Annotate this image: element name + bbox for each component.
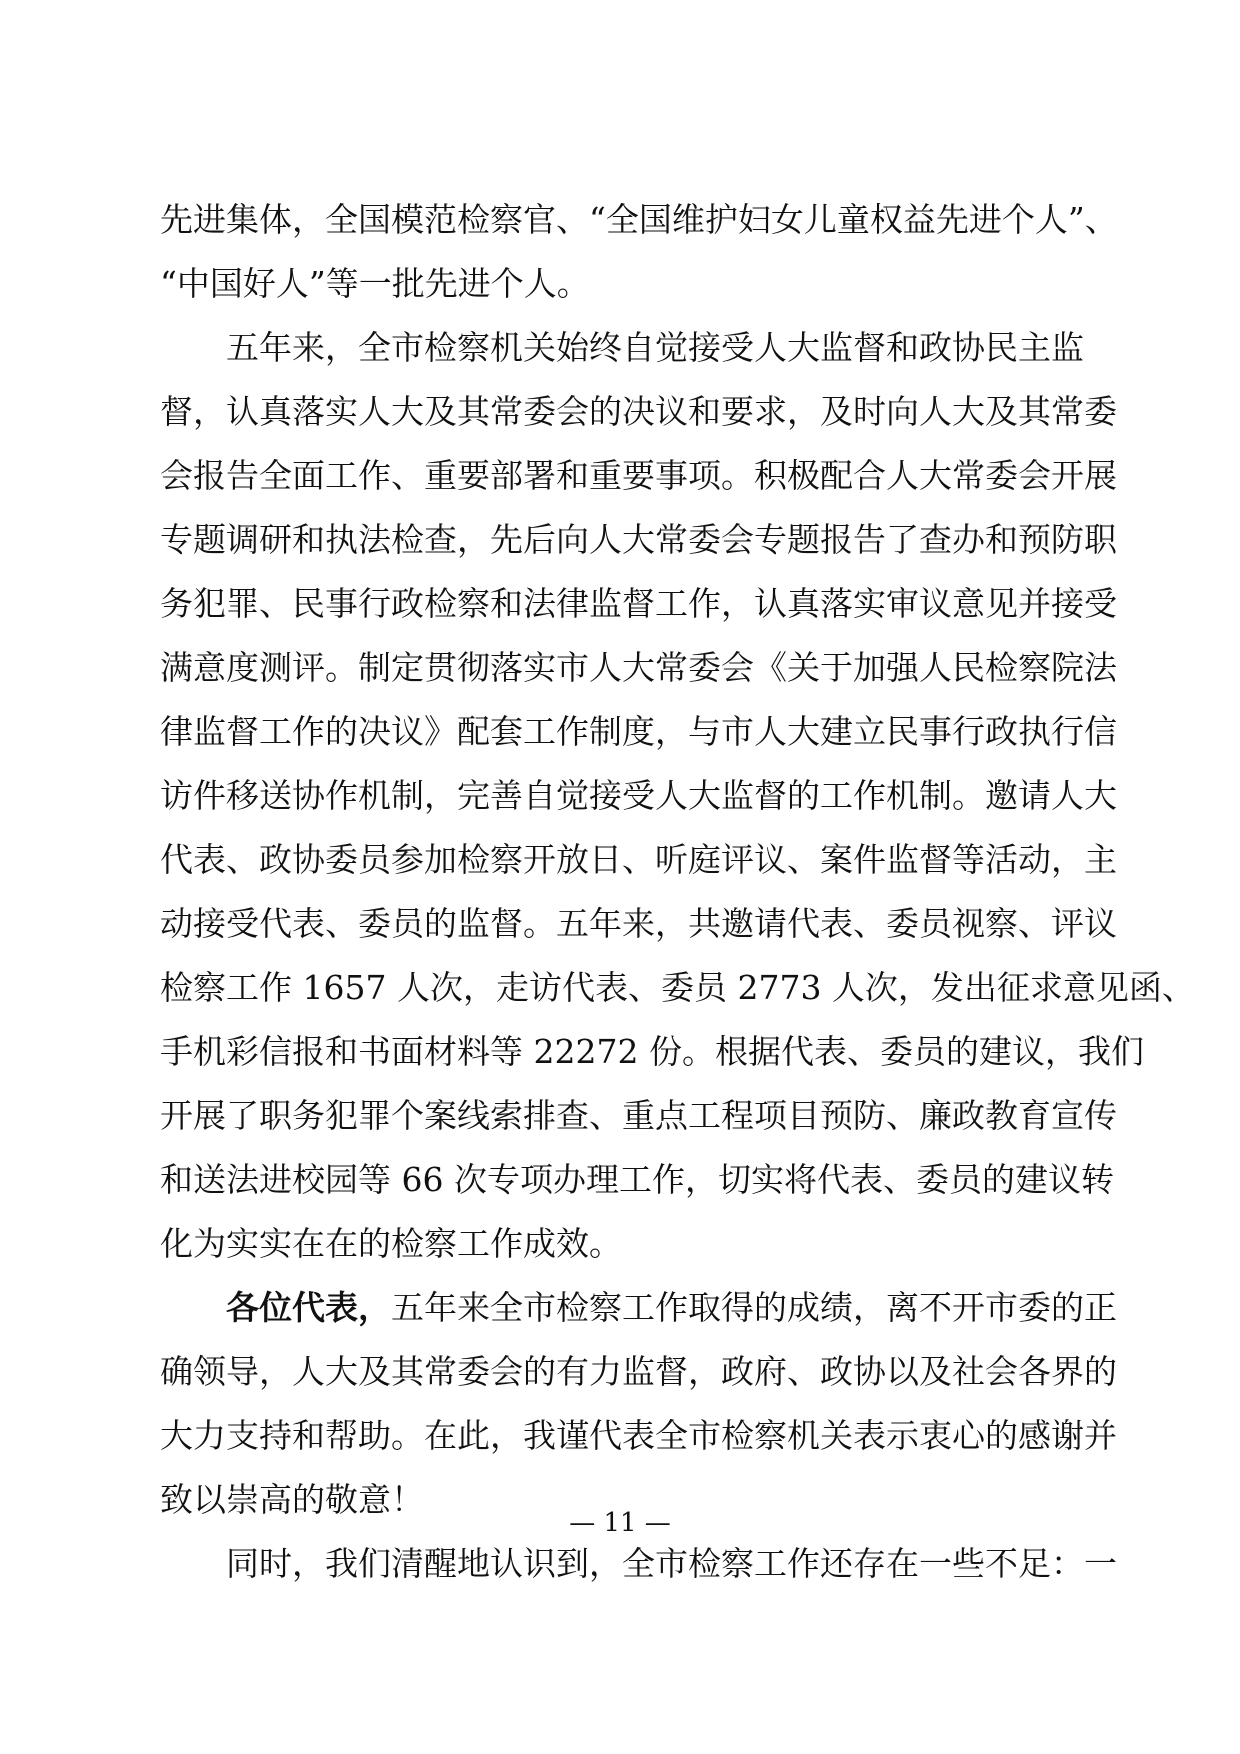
line-text: 五年来全市检察工作取得的成绩，离不开市委的正 — [391, 1288, 1117, 1327]
text-line: 代表、政协委员参加检察开放日、听庭评议、案件监督等活动，主 — [160, 840, 1117, 879]
text-line: 致以崇高的敬意！ — [160, 1480, 424, 1519]
paragraph-2 — [160, 316, 1195, 1276]
text-line: “中国好人”等一批先进个人。 — [160, 264, 590, 303]
bold-lead-text: 各位代表， — [226, 1288, 391, 1327]
text-line: 督，认真落实人大及其常委会的决议和要求，及时向人大及其常委 — [160, 392, 1117, 431]
text-line: 五年来，全市检察机关始终自觉接受人大监督和政协民主监 — [226, 328, 1084, 367]
text-line: 和送法进校园等 66 次专项办理工作，切实将代表、委员的建议转 — [160, 1160, 1114, 1199]
paragraph-1 — [160, 188, 1118, 316]
text-line: 动接受代表、委员的监督。五年来，共邀请代表、委员视察、评议 — [160, 904, 1117, 943]
text-line: 确领导，人大及其常委会的有力监督，政府、政协以及社会各界的 — [160, 1352, 1117, 1391]
text-line: 先进集体，全国模范检察官、“全国维护妇女儿童权益先进个人”、 — [160, 200, 1118, 239]
text-line: 务犯罪、民事行政检察和法律监督工作，认真落实审议意见并接受 — [160, 584, 1117, 623]
document-body — [160, 188, 1195, 1596]
text-line: 检察工作 1657 人次，走访代表、委员 2773 人次，发出征求意见函、 — [160, 968, 1195, 1007]
text-line: 满意度测评。制定贯彻落实市人大常委会《关于加强人民检察院法 — [160, 648, 1117, 687]
text-line: 同时，我们清醒地认识到，全市检察工作还存在一些不足：一 — [226, 1544, 1117, 1583]
text-line: 会报告全面工作、重要部署和重要事项。积极配合人大常委会开展 — [160, 456, 1117, 495]
text-line: 访件移送协作机制，完善自觉接受人大监督的工作机制。邀请人大 — [160, 776, 1117, 815]
text-line: 大力支持和帮助。在此，我谨代表全市检察机关表示衷心的感谢并 — [160, 1416, 1117, 1455]
text-line — [160, 1276, 1117, 1340]
page-number: — 11 — — [569, 1508, 671, 1538]
paragraph-3 — [160, 1276, 1117, 1532]
text-line: 律监督工作的决议》配套工作制度，与市人大建立民事行政执行信 — [160, 712, 1117, 751]
text-line: 化为实实在在的检察工作成效。 — [160, 1224, 622, 1263]
text-line: 专题调研和执法检查，先后向人大常委会专题报告了查办和预防职 — [160, 520, 1117, 559]
text-line: 开展了职务犯罪个案线索排查、重点工程项目预防、廉政教育宣传 — [160, 1096, 1117, 1135]
text-line: 手机彩信报和书面材料等 22272 份。根据代表、委员的建议，我们 — [160, 1032, 1144, 1071]
